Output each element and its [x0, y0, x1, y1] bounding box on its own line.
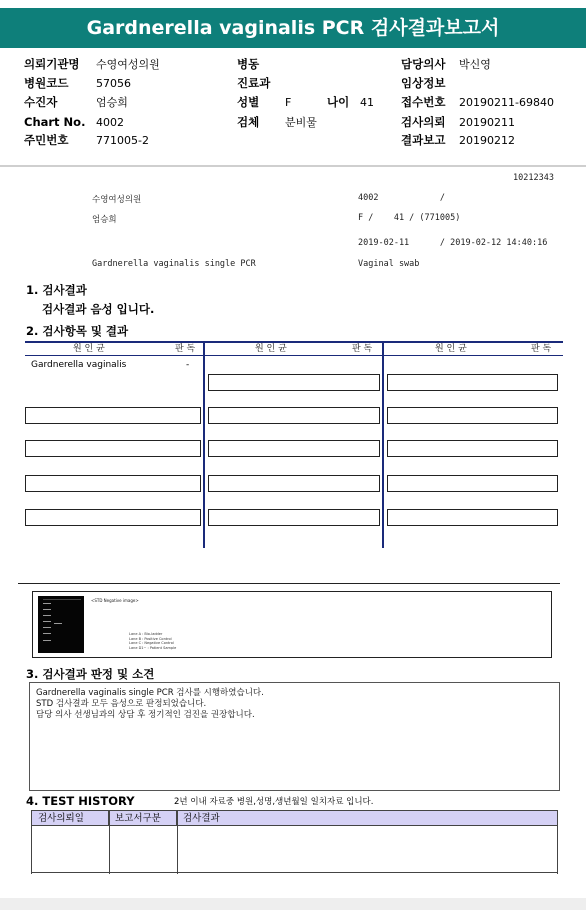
- result-cell: [208, 509, 380, 526]
- doctor-value: 박신영: [459, 58, 491, 71]
- history-table: [31, 810, 558, 874]
- history-column-line: [109, 810, 110, 874]
- history-table-header: [32, 810, 557, 826]
- result-cell: [25, 509, 201, 526]
- chart-value: 4002: [96, 116, 124, 129]
- opinion-line: Gardnerella vaginalis single PCR 검사를 시행하였습니다.: [36, 688, 264, 698]
- specimen-value: 분비물: [285, 116, 317, 129]
- report-label: 결과보고: [401, 133, 446, 147]
- age-label: 나이: [327, 95, 350, 109]
- gel-legend: Lane A : Bio-ladder Lane B : Positive Control Lane C : Negative Control Lane D1~ : Patient Sample: [129, 632, 177, 650]
- doctor-label: 담당의사: [401, 57, 446, 71]
- report-value: 20190212: [459, 134, 515, 147]
- result-cell: [208, 475, 380, 492]
- receipt-label: 접수번호: [401, 95, 446, 109]
- result-text: 검사결과 음성 입니다.: [42, 302, 155, 316]
- code-label: 병원코드: [24, 76, 69, 90]
- report-header: [0, 48, 586, 164]
- result-cell: [208, 407, 380, 424]
- col-pathogen-3: 원 인 균: [435, 344, 467, 354]
- section-items-title: 2. 검사항목 및 결과: [26, 324, 129, 338]
- col-verdict-3: 판 독: [531, 344, 552, 354]
- results-table-header: [25, 341, 563, 356]
- section-history-title: 4. TEST HISTORY: [26, 794, 135, 808]
- results-table: [25, 341, 563, 551]
- request-label: 검사의뢰: [401, 115, 446, 129]
- patient-test-name: Gardnerella vaginalis single PCR: [92, 259, 256, 269]
- gel-image-panel: [32, 591, 552, 658]
- gel-electrophoresis-image: [38, 596, 84, 653]
- report-title: Gardnerella vaginalis PCR 검사결과보고서: [0, 8, 586, 48]
- age-value: 41: [360, 96, 374, 109]
- result-cell: [387, 374, 558, 391]
- receiver-value: 엄승희: [96, 96, 128, 109]
- result-cell: [387, 475, 558, 492]
- footer-band: [0, 898, 586, 910]
- section-result-title: 1. 검사결과: [26, 283, 87, 297]
- receiver-label: 수진자: [24, 95, 58, 109]
- history-col-result: 검사결과: [183, 813, 220, 824]
- column-separator: [203, 341, 205, 548]
- patient-sex-age-birth: F / 41 / (771005): [358, 213, 461, 223]
- hospital-value: 수영여성의원: [96, 58, 160, 71]
- chart-label: Chart No.: [24, 115, 86, 129]
- specimen-label: 검체: [237, 115, 260, 129]
- patient-name: 엄승희: [92, 215, 117, 225]
- history-bottom-rule: [31, 872, 558, 873]
- header-divider: [0, 165, 586, 167]
- result-cell: [25, 407, 201, 424]
- result-cell: [387, 440, 558, 457]
- history-col-type: 보고서구분: [109, 811, 177, 826]
- result-cell: [208, 440, 380, 457]
- receipt-value: 20190211-69840: [459, 96, 554, 109]
- history-col-request: 검사의뢰일: [32, 811, 109, 826]
- hospital-label: 의뢰기관명: [24, 57, 80, 71]
- col-pathogen-2: 원 인 균: [255, 344, 287, 354]
- col-pathogen-1: 원 인 균: [73, 344, 105, 354]
- result-cell: [25, 475, 201, 492]
- dept-label: 진료과: [237, 76, 271, 90]
- history-column-line: [177, 810, 178, 874]
- gel-caption: <STD Negative image>: [91, 598, 139, 603]
- opinion-box: [29, 682, 560, 791]
- section-opinion-title: 3. 검사결과 판정 및 소견: [26, 667, 155, 681]
- sex-value: F: [285, 96, 292, 109]
- history-note: 2년 이내 자료중 병원,성명,생년월일 일치자료 입니다.: [174, 797, 374, 807]
- ward-label: 병동: [237, 57, 260, 71]
- patient-specimen: Vaginal swab: [358, 259, 420, 269]
- ssn-value: 771005-2: [96, 134, 149, 147]
- sex-label: 성별: [237, 95, 260, 109]
- column-separator: [382, 341, 384, 548]
- patient-id: 10212343: [513, 173, 554, 183]
- result-cell: [25, 440, 201, 457]
- code-value: 57056: [96, 77, 131, 90]
- result-pathogen: Gardnerella vaginalis: [31, 360, 127, 370]
- clinical-label: 임상정보: [401, 76, 446, 90]
- patient-clinic: 수영여성의원: [92, 195, 142, 205]
- ssn-label: 주민번호: [24, 133, 69, 147]
- result-cell: [387, 509, 558, 526]
- result-cell: [208, 374, 380, 391]
- result-verdict: -: [186, 360, 190, 370]
- patient-date-range: 2019-02-11 / 2019-02-12 14:40:16: [358, 238, 548, 248]
- opinion-line: 담당 의사 선생님과의 상담 후 정기적인 검진을 권장합니다.: [36, 710, 255, 720]
- opinion-line: STD 검사결과 모두 음성으로 판정되었습니다.: [36, 699, 207, 709]
- patient-chart: 4002 /: [358, 193, 445, 203]
- result-cell: [387, 407, 558, 424]
- divider: [18, 583, 560, 584]
- request-value: 20190211: [459, 116, 515, 129]
- col-verdict-2: 판 독: [352, 344, 373, 354]
- col-verdict-1: 판 독: [175, 344, 196, 354]
